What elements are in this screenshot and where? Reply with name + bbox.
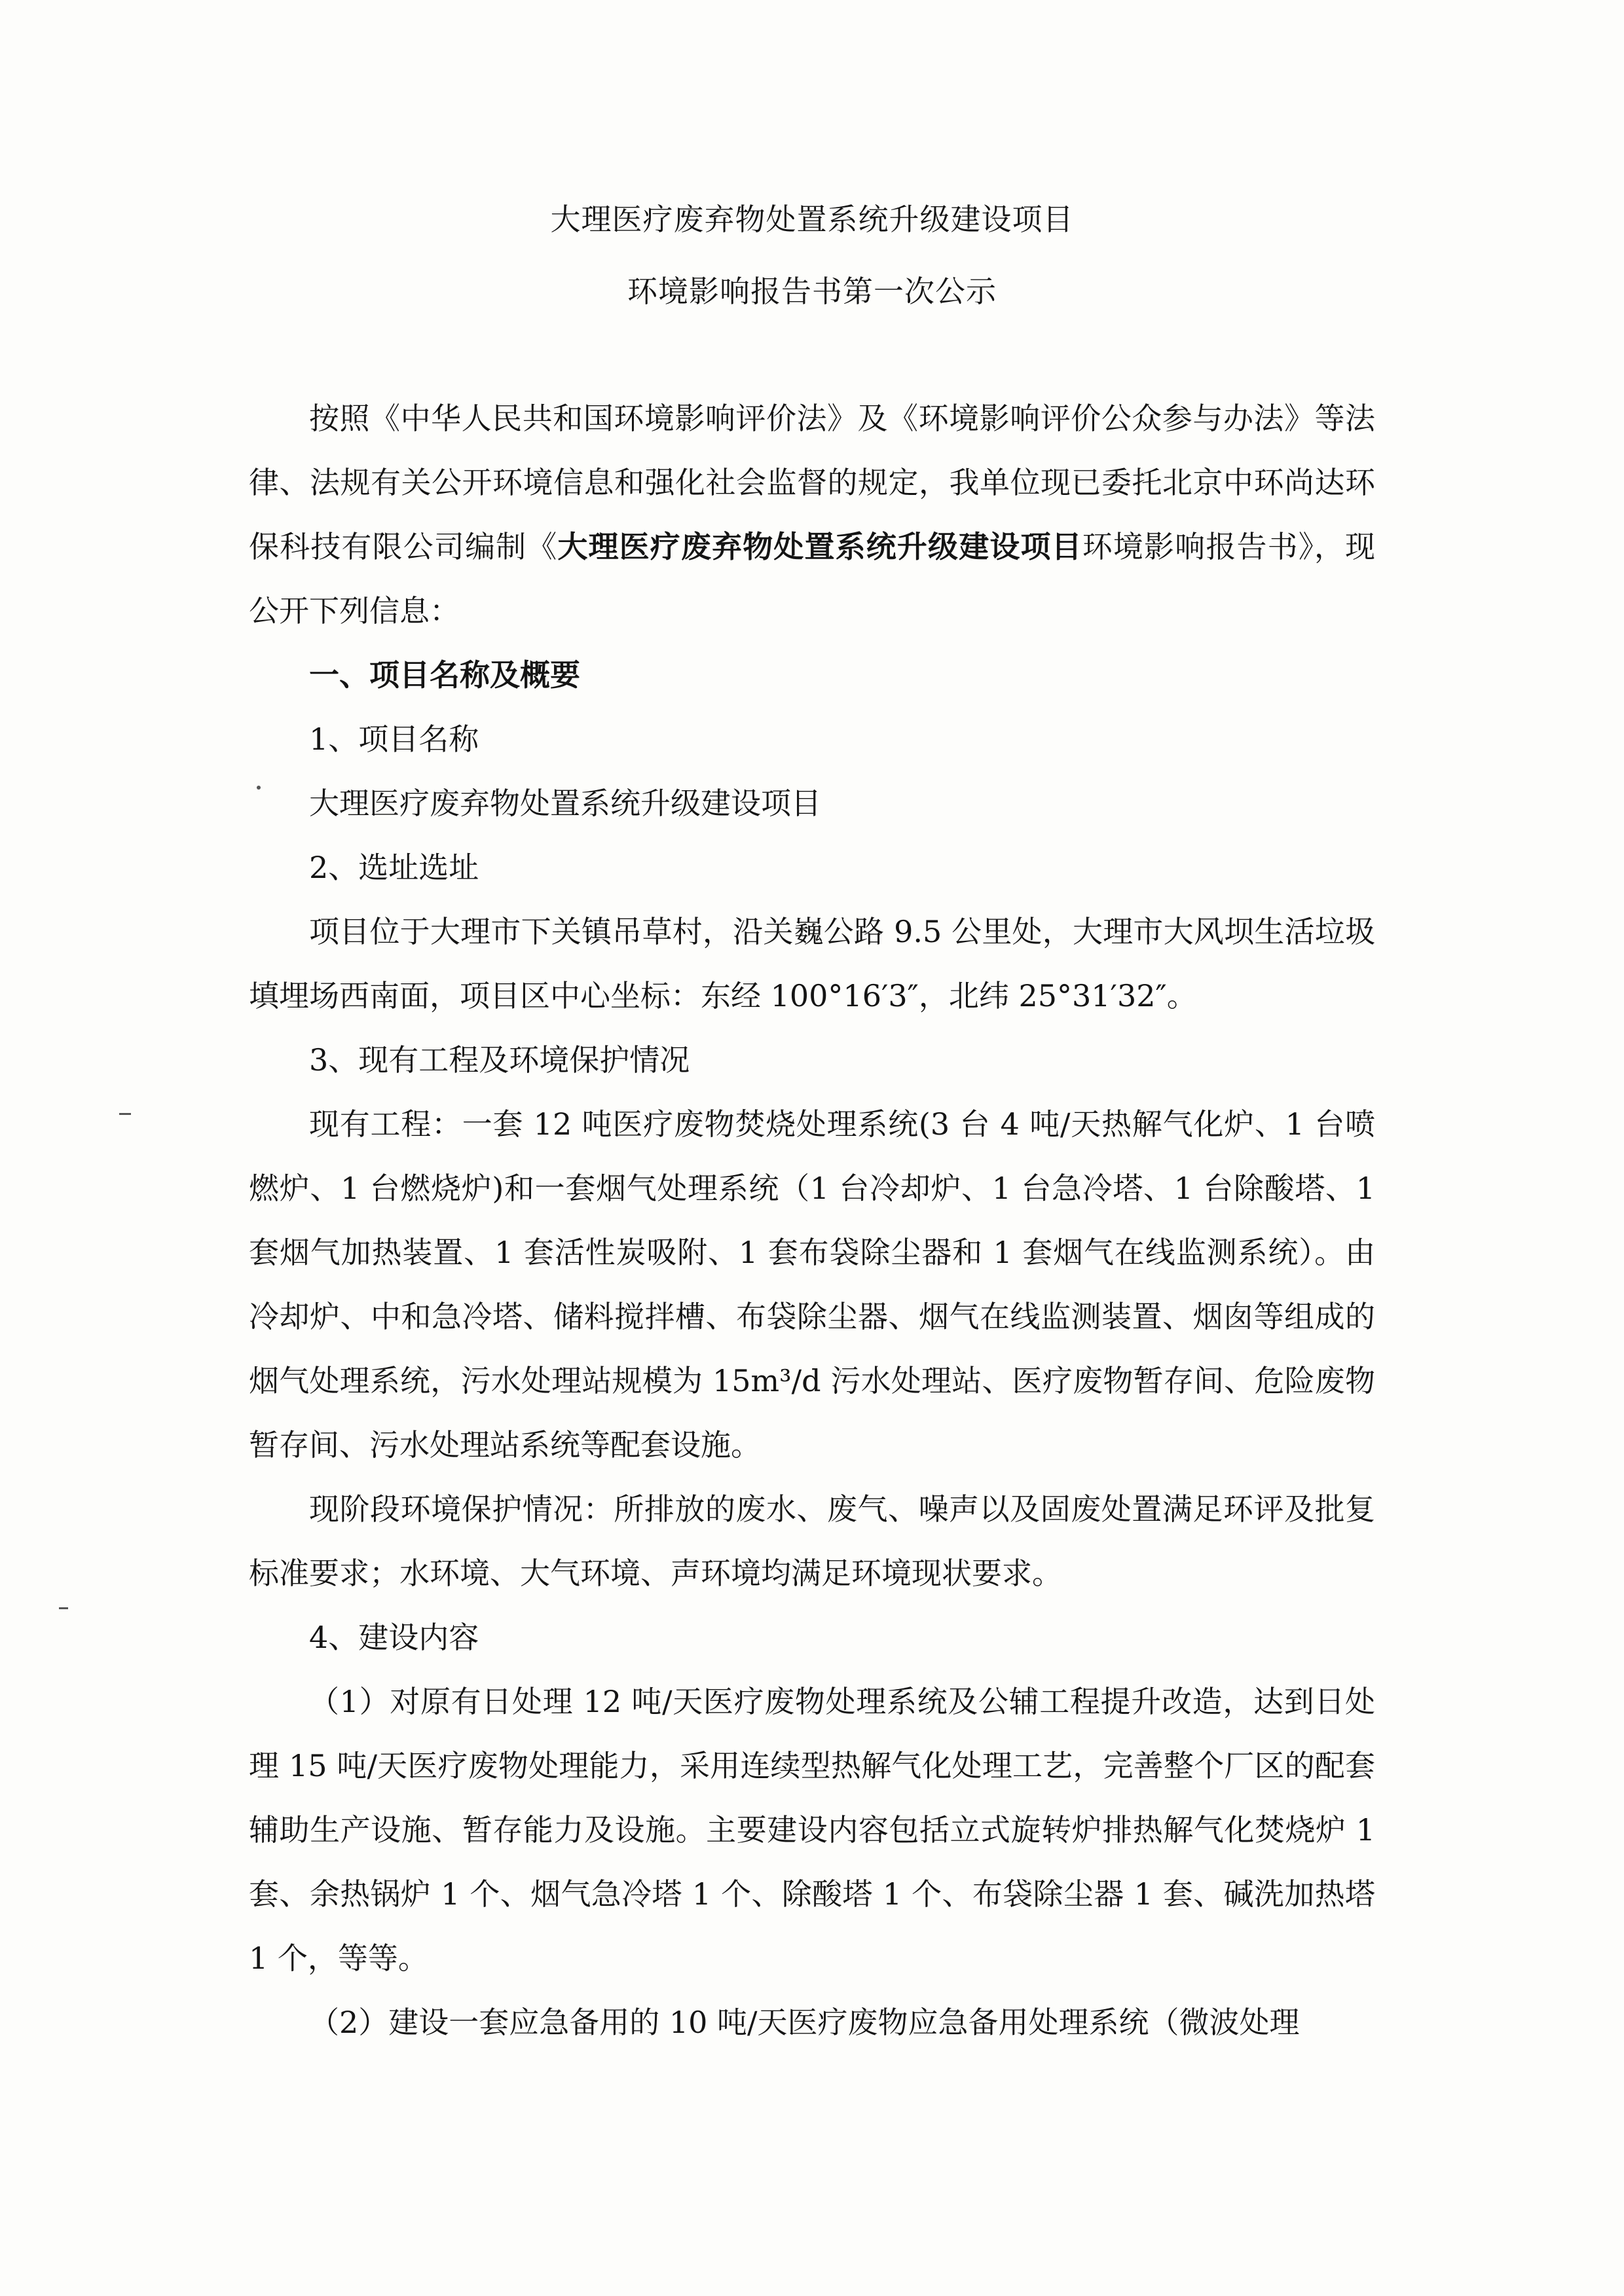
- item2-text: 项目位于大理市下关镇吊草村，沿关巍公路 9.5 公里处，大理市大风坝生活垃圾填埋场西南面，项目区中心坐标：东经 100°16′3″，北纬 25°31′32″。: [249, 914, 1375, 1013]
- scan-speck: [59, 1607, 68, 1609]
- intro-text-part1: 按照《中华人民共和国环境影响评价法》及《环境影响评价公众参与办法》等法律、法规有关公开环境信息和强化社会监督的规定，我单位现已委托北京中环尚达环保科技有限公司编制《: [249, 401, 1375, 564]
- item4-text1: （1）对原有日处理 12 吨/天医疗废物处理系统及公辅工程提升改造，达到日处理 15 吨/天医疗废物处理能力，采用连续型热解气化处理工艺，完善整个厂区的配套辅助生产设施、暂存能力及设施。主要建设内容包括立式旋转炉排热解气化焚烧炉 1 套、余热锅炉 1 个、烟气急冷塔 1 个、除酸塔 1 个、布袋除尘器 1 套、碱洗加热塔 1 个，等等。: [249, 1684, 1375, 1976]
- document-page: [249, 183, 1375, 2054]
- item4-text2: （2）建设一套应急备用的 10 吨/天医疗废物应急备用处理系统（微波处理: [309, 2005, 1300, 2040]
- item2-heading: 2、选址选址: [309, 850, 479, 885]
- item4-heading: 4、建设内容: [309, 1620, 479, 1655]
- item1-heading: 1、项目名称: [309, 721, 479, 757]
- intro-text-part2: 环境影响报告书》，现公开下列信息：: [249, 529, 1376, 629]
- section1-heading: 一、项目名称及概要: [309, 657, 580, 693]
- item3-text2: 现阶段环境保护情况：所排放的废水、废气、噪声以及固废处置满足环评及批复标准要求；水环境、大气环境、声环境均满足环境现状要求。: [249, 1491, 1375, 1591]
- item3-text1: 现有工程：一套 12 吨医疗废物焚烧处理系统(3 台 4 吨/天热解气化炉、1 台喷燃炉、1 台燃烧炉)和一套烟气处理系统（1 台冷却炉、1 台急冷塔、1 台除酸塔、1 套烟气加热装置、1 套活性炭吸附、1 套布袋除尘器和 1 套烟气在线监测系统）。由冷却炉、中和急冷塔、储料搅拌槽、布袋除尘器、烟气在线监测装置、烟囱等组成的烟气处理系统，污水处理站规模为 15m³/d 污水处理站、医疗废物暂存间、危险废物暂存间、污水处理站系统等配套设施。: [249, 1106, 1375, 1463]
- intro-paragraph: [249, 386, 1375, 643]
- document-title-line1: 大理医疗废弃物处置系统升级建设项目: [550, 202, 1074, 237]
- scan-speck: [257, 786, 261, 790]
- scan-speck: [119, 1113, 131, 1115]
- document-title-line2: 环境影响报告书第一次公示: [627, 274, 997, 309]
- item1-text: 大理医疗废弃物处置系统升级建设项目: [309, 786, 821, 821]
- item3-heading: 3、现有工程及环境保护情况: [309, 1042, 690, 1078]
- intro-project-name: 大理医疗废弃物处置系统升级建设项目: [557, 529, 1082, 564]
